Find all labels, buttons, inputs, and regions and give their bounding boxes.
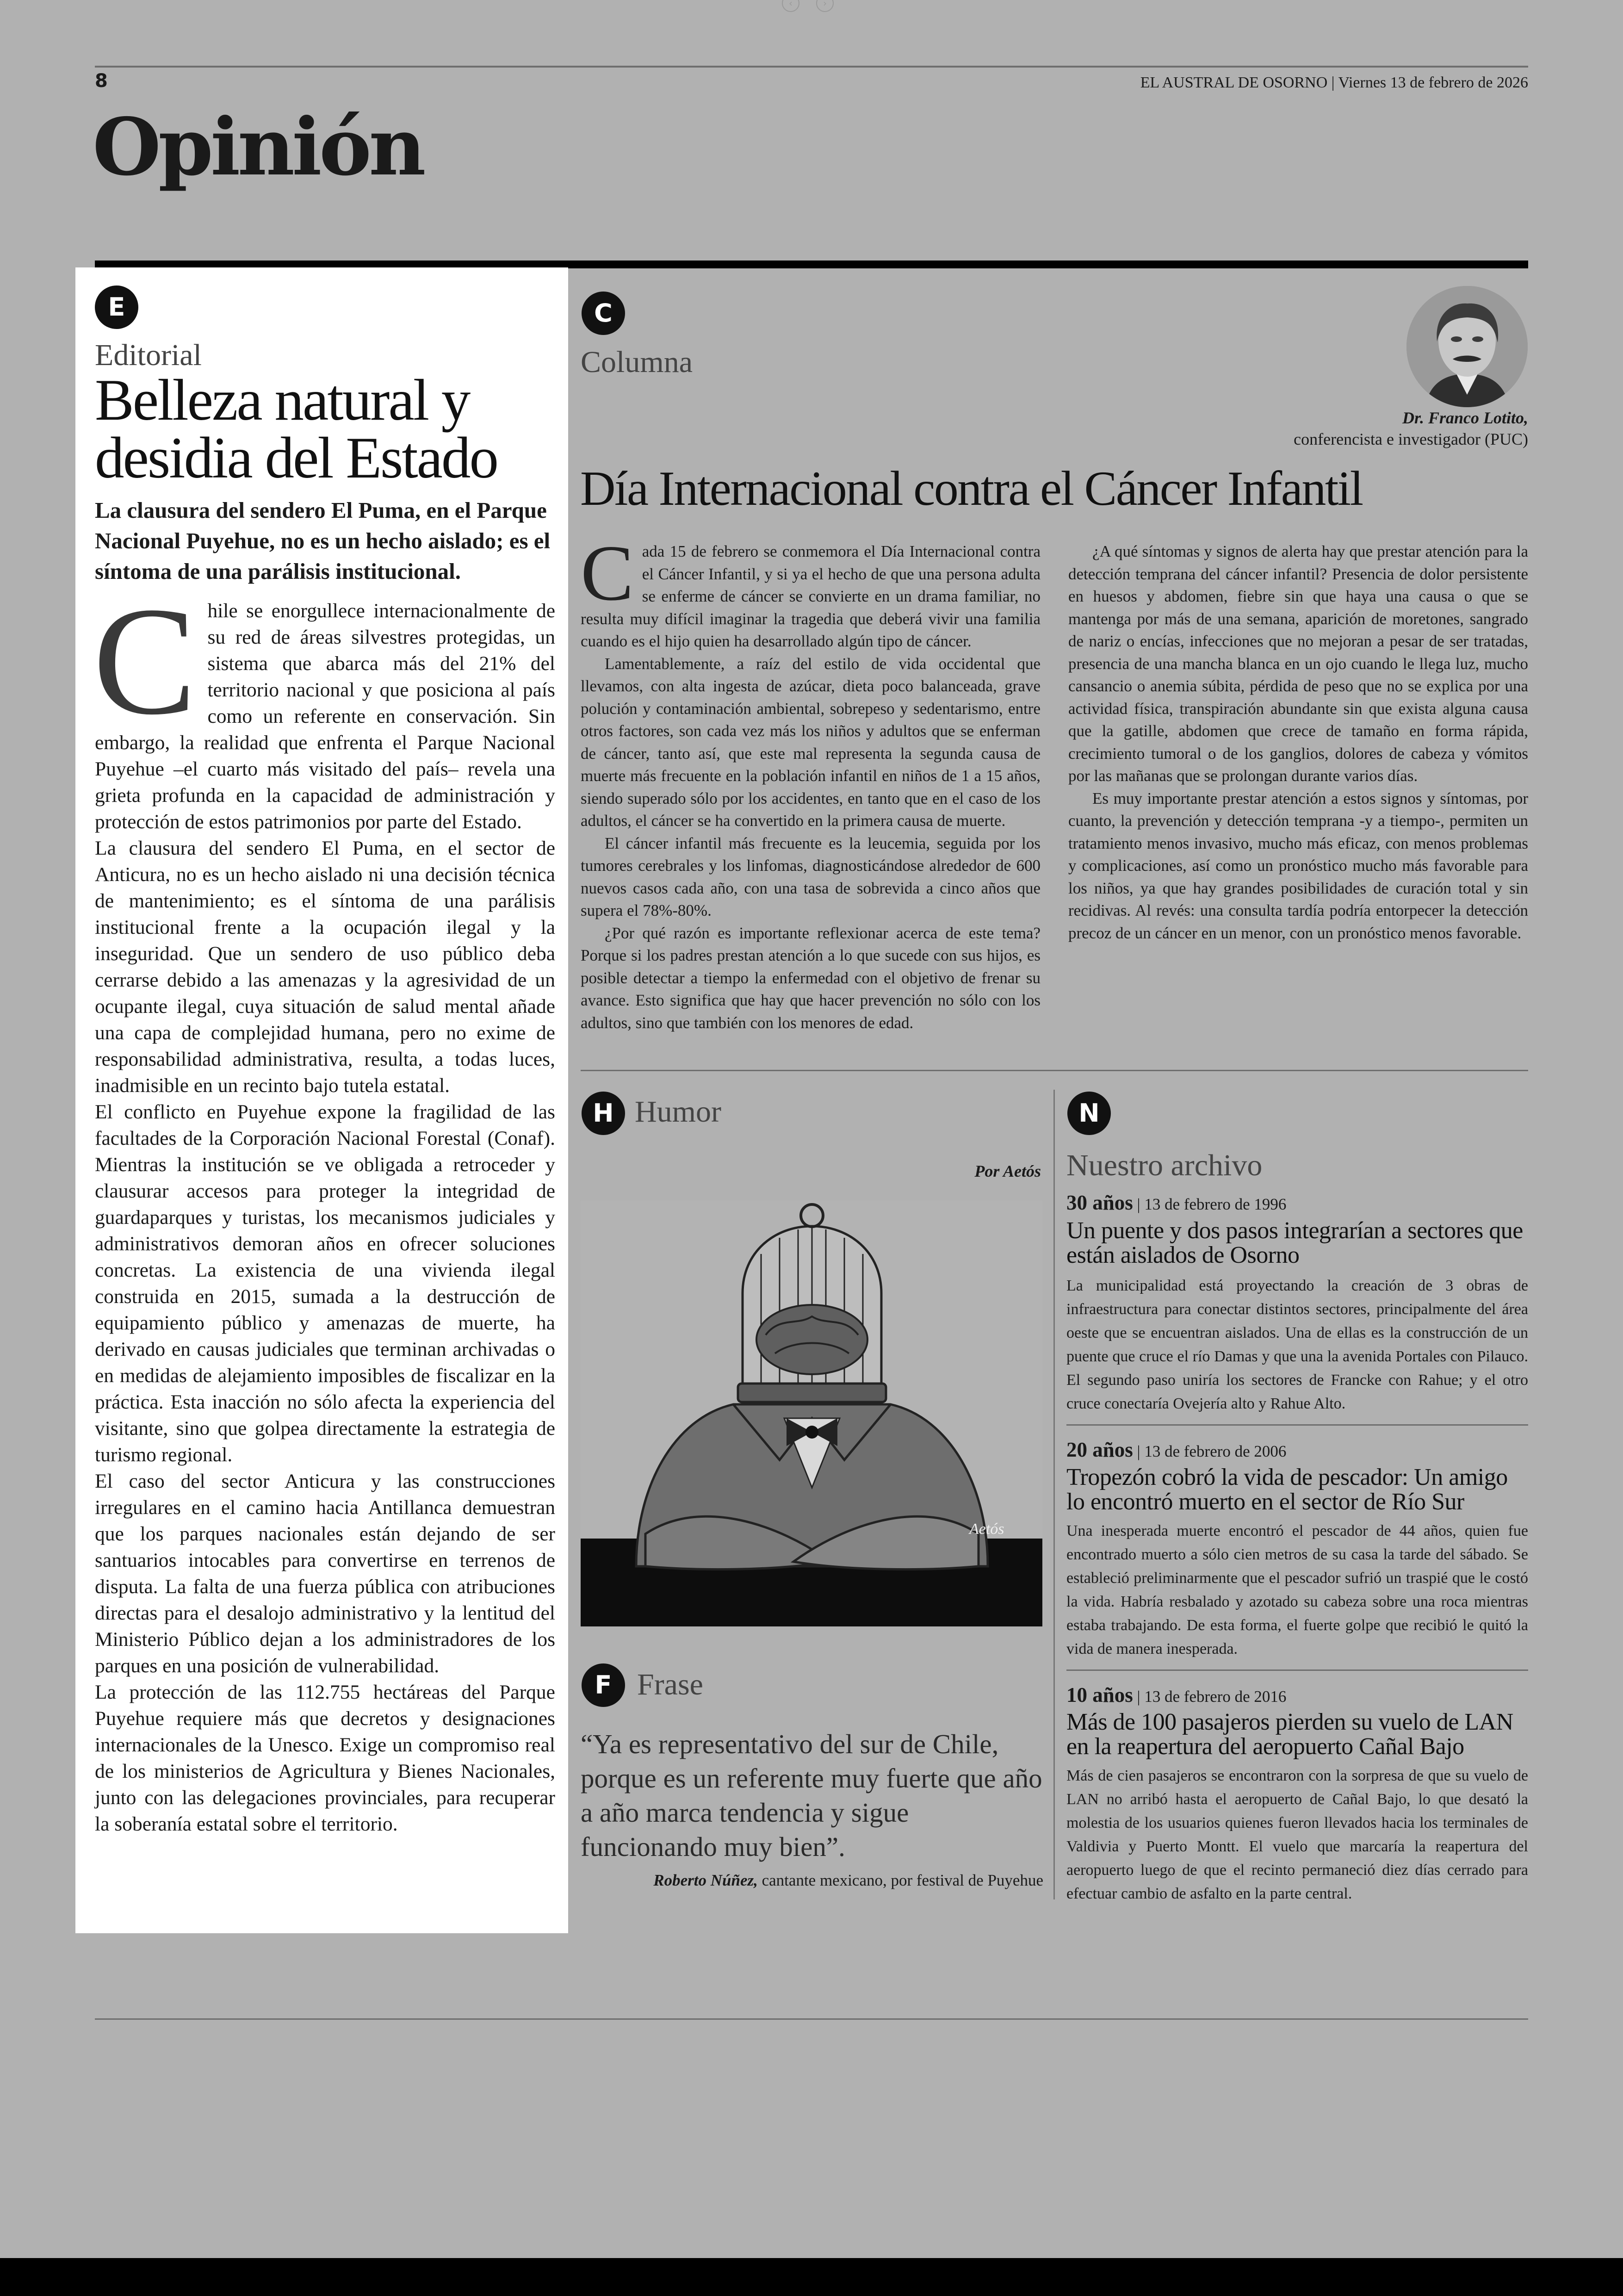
- humor-badge: H: [582, 1092, 625, 1135]
- newspaper-name: EL AUSTRAL DE OSORNO: [1140, 74, 1328, 91]
- archive-years: 20 años: [1066, 1438, 1133, 1461]
- next-page-icon[interactable]: ›: [816, 0, 834, 12]
- archive-badge: N: [1067, 1092, 1111, 1135]
- previous-page-icon[interactable]: ‹: [782, 0, 799, 12]
- top-rule: [95, 66, 1528, 68]
- editorial-kicker: Editorial: [95, 338, 202, 372]
- column-drop-cap: C: [581, 529, 634, 617]
- archive-item-3-title: Más de 100 pasajeros pierden su vuelo de LAN en la reapertura del aeropuerto Cañal Bajo: [1066, 1709, 1513, 1760]
- archive-date: 13 de febrero de 2006: [1144, 1442, 1287, 1460]
- archive-years: 10 años: [1066, 1683, 1133, 1706]
- archive-divider: [1053, 1090, 1055, 1899]
- cartoon-credit: Por Aetós: [974, 1162, 1041, 1180]
- editorial-dek: La clausura del sendero El Puma, en el Parque Nacional Puyehue, no es un hecho aislado; es el síntoma de una parálisis institucional.: [95, 497, 551, 584]
- column-paragraph: Es muy importante prestar atención a estos signos y síntomas, por cuanto, la prevención y detección temprana -y a tiempo-, permiten un tratamiento menos invasivo, mucho más eficaz, con menos problemas y complicaciones, así como un pronóstico mucho más favorable para los niños, ya que hay grandes posibilidades de curación total y sin recidivas. Al revés: una consulta tardía podría entorpecer la detección precoz de un cáncer en un menor, con un pronóstico menos favorable.: [1068, 789, 1528, 942]
- footer-rule: [95, 2018, 1528, 2020]
- cartoon-illustration: [581, 1201, 1042, 1626]
- column-badge: C: [582, 292, 625, 335]
- archive-item-2-title: Tropezón cobró la vida de pescador: Un amigo lo encontró muerto en el sector de Río Sur: [1066, 1464, 1508, 1515]
- editorial-paragraph: hile se enorgullece internacionalmente de su red de áreas silvestres protegidas, un sistema que abarca más del 21% del territorio nacional y que posiciona al país como un referente en conservación. Sin embargo, la realidad que enfrenta el Parque Nacional Puyehue –el cuarto más visitado del país– revela una grieta profunda en la capacidad de administración y protección de estos patrimonios por parte del Estado.: [95, 600, 555, 833]
- column-paragraph: Lamentablemente, a raíz del estilo de vida occidental que llevamos, con alta ingesta de azúcar, dieta poco balanceada, grave polución y contaminación ambiental, sobrepeso y sedentarismo, entre otros factores, son cada vez más los niños y adultos que se enferman de cáncer, tanto así, que este mal representa la segunda causa de muerte más frecuente en la población infantil en niños de 1 a 15 años, siendo superado sólo por los accidentes, en tanto que en el caso de los adultos, el cáncer se ha convertido en la primera causa de muerte.: [581, 654, 1041, 830]
- editorial-paragraph: El caso del sector Anticura y las construcciones irregulares en el camino hacia Antillanca demuestran que los parques nacionales están dejando de ser santuarios intocables para convertirse en terrenos de disputa. La falta de una fuerza pública con atribuciones directas para el desalojo administrativo y la lentitud del Ministerio Público dejan a los administradores de los parques en una posición de vulnerabilidad.: [95, 1470, 555, 1677]
- frase-quote: “Ya es representativo del sur de Chile, porque es un referente muy fuerte que año a año marca tendencia y sigue funcionando muy bien”.: [581, 1729, 1042, 1862]
- frase-author: Roberto Núñez,: [653, 1871, 758, 1889]
- editorial-body: [93, 575, 555, 1837]
- editorial-badge: E: [95, 285, 138, 329]
- author-role: conferencista e investigador (PUC): [1294, 430, 1528, 448]
- humor-kicker: Humor: [635, 1095, 721, 1129]
- section-title: Opinión: [93, 101, 423, 193]
- archive-item-divider: [1066, 1669, 1528, 1671]
- frase-kicker: Frase: [637, 1668, 703, 1701]
- archive-kicker: Nuestro archivo: [1066, 1148, 1263, 1182]
- archive-item-1-title: Un puente y dos pasos integrarían a sectores que están aislados de Osorno: [1066, 1217, 1523, 1268]
- cartoon-signature: Aetós: [969, 1520, 1004, 1538]
- page-navigation: [782, 0, 837, 14]
- archive-item-2-meta: 20 años | 13 de febrero de 2006: [1066, 1438, 1287, 1461]
- page-number: 8: [95, 70, 108, 92]
- editorial-drop-cap: C: [93, 575, 197, 747]
- archive-item-3-body: Más de cien pasajeros se encontraron con la sorpresa de que su vuelo de LAN no arribó hasta el aeropuerto de Cañal Bajo, lo que desató la molestia de los usuarios quienes fueron llevados hacia los terminales de Valdivia y Puerto Montt. El vuelo que marcaría la reapertura del aeropuerto luego de que el recinto permaneció diez días cerrado para efectuar cambio de asfalto en la parte central.: [1066, 1767, 1528, 1902]
- column-headline: Día Internacional contra el Cáncer Infantil: [580, 461, 1363, 515]
- column-body: [581, 529, 1528, 1040]
- archive-years: 30 años: [1066, 1191, 1133, 1214]
- archive-item-1-body: La municipalidad está proyectando la creación de 3 obras de infraestructura para conectar distintos sectores, principalmente del área oeste que se encuentran aislados. Una de ellas es la construcción de un puente que cruce el río Damas y que una la avenida Portales con Pilauco. El segundo paso uniría los sectores de Francke con Rahue; y el otro cruce conectaría Ovejería alto y Rahue Alto.: [1066, 1277, 1528, 1412]
- archive-item-3-meta: 10 años | 13 de febrero de 2016: [1066, 1683, 1287, 1706]
- column-kicker: Columna: [581, 345, 693, 379]
- editorial-paragraph: La protección de las 112.755 hectáreas del Parque Puyehue requiere más que decretos y designaciones internacionales de la Unesco. Exige un compromiso real de los ministerios de Agricultura y Bienes Nacionales, junto con las delegaciones provinciales, para recuperar la soberanía estatal sobre el territorio.: [95, 1681, 555, 1835]
- frase-badge: F: [582, 1663, 625, 1707]
- frase-attribution: [581, 1871, 1043, 1890]
- issue-date: Viernes 13 de febrero de 2026: [1338, 74, 1528, 91]
- editorial-paragraph: La clausura del sendero El Puma, en el sector de Anticura, no es un hecho aislado ni una decisión técnica de mantenimiento; es el síntoma de una parálisis institucional frente a la ocupación ilegal y la inseguridad. Que un sendero de uso público deba cerrarse debido a las amenazas y la agresividad de un ocupante ilegal, cuya situación de salud mental añade una capa de complejidad humana, pero no exime de responsabilidad administrativa, resulta, a todas luces, inadmisible en un recinto bajo tutela estatal.: [95, 837, 555, 1097]
- viewer-bottom-bar: [0, 2258, 1623, 2296]
- frase-role: cantante mexicano, por festival de Puyehue: [757, 1871, 1043, 1889]
- archive-item-2-body: Una inesperada muerte encontró el pescador de 44 años, quien fue encontrado muerto a sólo cien metros de su casa la tarde del sábado. Se estableció preliminarmente que el pescador sufrió un traspié que le costó la vida. Habría resbalado y azotado su cabeza sobre una roca mientras estaba trabajando. De esta forma, el fuerte golpe que recibió le quitó la vida de manera inesperada.: [1066, 1522, 1528, 1657]
- archive-date: 13 de febrero de 1996: [1144, 1195, 1287, 1213]
- archive-date: 13 de febrero de 2016: [1144, 1688, 1287, 1706]
- author-name: Dr. Franco Lotito,: [1402, 409, 1528, 427]
- column-paragraph: ¿Por qué razón es importante reflexionar acerca de este tema? Porque si los padres prestan atención a lo que sucede con sus hijos, es posible detectar a tiempo la enfermedad con el objetivo de frenar su avance. Esto significa que hay que hacer prevención no sólo con los adultos, sino que también con los menores de edad.: [581, 924, 1041, 1032]
- archive-item-1-meta: 30 años | 13 de febrero de 1996: [1066, 1191, 1287, 1214]
- column-author: [1204, 407, 1528, 450]
- column-divider: [581, 1070, 1528, 1071]
- editorial-headline: Belleza natural y desidia del Estado: [95, 368, 498, 490]
- column-paragraph: ¿A qué síntomas y signos de alerta hay que prestar atención para la detección temprana del cáncer infantil? Presencia de dolor persistente en huesos y abdomen, fiebre sin que haya una causa o que se mantenga por más de una semana, aparición de moretones, sangrado de nariz o encías, infecciones que no mejoran a pesar de ser tratadas, presencia de una mancha blanca en un ojo cuando le llega luz, mucho cansancio o anemia súbita, pérdida de peso que no se explica por una actividad física, transpiración abundante sin que exista alguna causa que la gatille, abdomen que crece de tamaño en forma rápida, crecimiento tumoral o de los ganglios, dolores de cabeza y vómitos por las mañanas que se prolongan durante varios días.: [1068, 542, 1528, 785]
- author-photo: [1406, 286, 1528, 407]
- editorial-paragraph: El conflicto en Puyehue expone la fragilidad de las facultades de la Corporación Nacional Forestal (Conaf). Mientras la institución se ve obligada a retroceder y clausurar accesos para proteger la integridad de guardaparques y turistas, los mecanismos judiciales y administrativos demoran años en ofrecer soluciones concretas. La existencia de una vivienda ilegal construida en 2015, sumada a la destrucción de equipamiento público y amenazas de muerte, ha derivado en causas judiciales que terminan archivadas o en medidas de alejamiento imposibles de fiscalizar en la práctica. Esta inacción no sólo afecta la experiencia del visitante, sino que golpea directamente la estrategia de turismo regional.: [95, 1101, 555, 1466]
- column-paragraph: El cáncer infantil más frecuente es la leucemia, seguida por los tumores cerebrales y los linfomas, diagnosticándose alrededor de 600 nuevos casos cada año, con una tasa de sobrevida a cinco años que supera el 78%-80%.: [581, 834, 1041, 919]
- archive-item-divider: [1066, 1424, 1528, 1426]
- folio: EL AUSTRAL DE OSORNO | Viernes 13 de febrero de 2026: [1140, 74, 1528, 91]
- column-paragraph: ada 15 de febrero se conmemora el Día Internacional contra el Cáncer Infantil, y si ya el hecho de que una persona adulta se enferme de cáncer se convierte en un drama familiar, no resulta muy difícil imaginar la tragedia que deberá vivir una familia cuando es el hijo quien ha desarrollado algún tipo de cáncer.: [581, 542, 1041, 650]
